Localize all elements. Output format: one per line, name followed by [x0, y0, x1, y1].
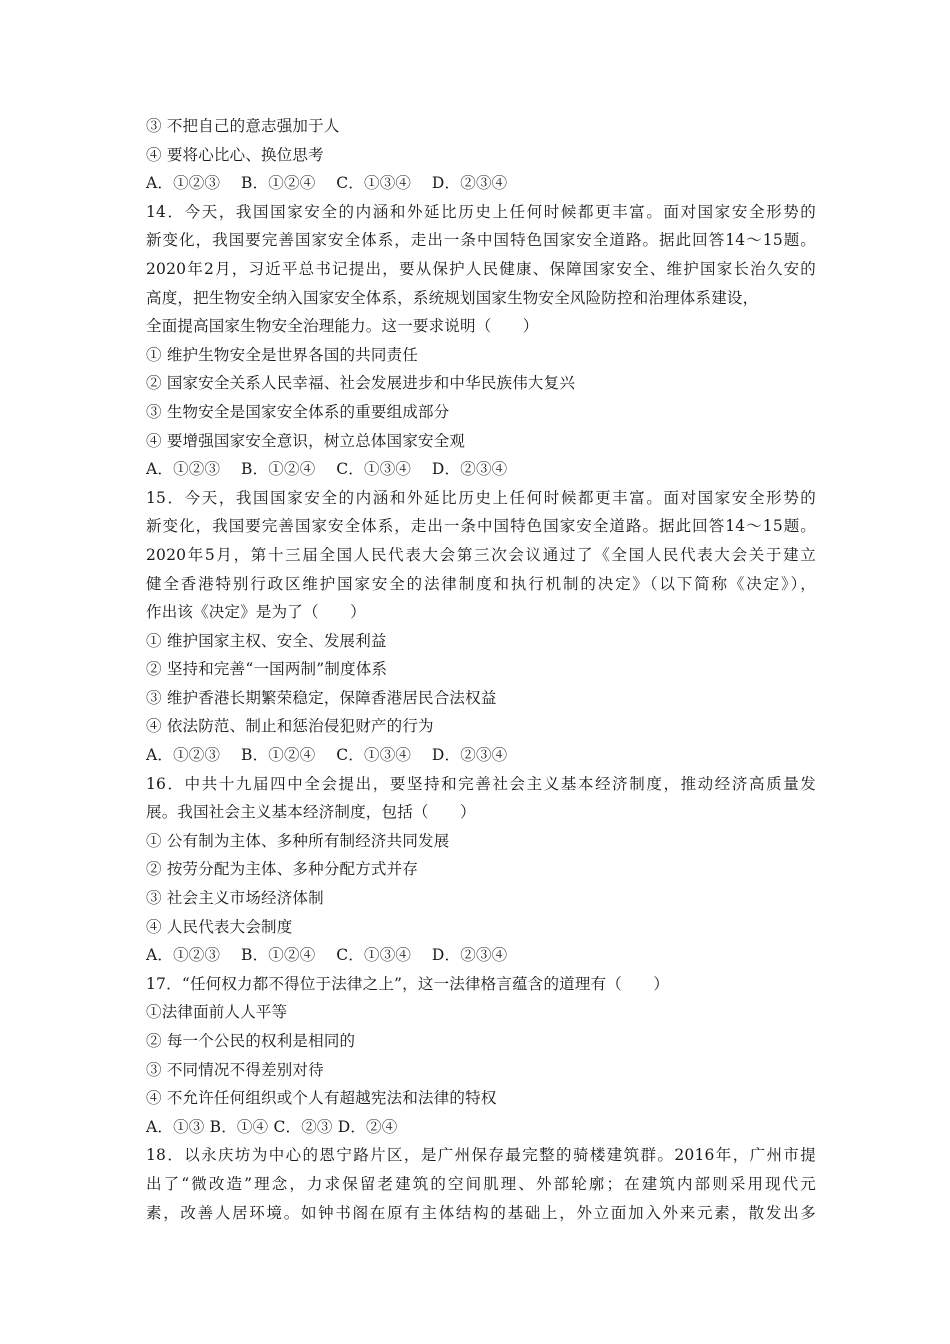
answer-options: A．①②③ B．①②④ C．①③④ D．②③④ [146, 460, 508, 479]
question-14-line: 全面提高国家生物安全治理能力。这一要求说明（ ） [146, 317, 539, 336]
document-page [146, 112, 816, 1227]
option-line: ③ 生物安全是国家安全体系的重要组成部分 [146, 402, 450, 421]
option-line: ③ 维护香港长期繁荣稳定，保障香港居民合法权益 [146, 688, 497, 707]
option-line: ③ 不同情况不得差别对待 [146, 1060, 324, 1079]
option-line: ③ 社会主义市场经济体制 [146, 889, 324, 908]
question-15-line: 健全香港特别行政区维护国家安全的法律制度和执行机制的决定》（以下简称《决定》）， [146, 574, 816, 593]
question-14-line: 2020年2月，习近平总书记提出，要从保护人民健康、保障国家安全、维护国家长治久安的 [146, 259, 816, 278]
question-18-line: 素，改善人居环境。如钟书阁在原有主体结构的基础上，外立面加入外来元素，散发出多 [146, 1203, 816, 1222]
text-line: ④ 要将心比心、换位思考 [146, 145, 324, 164]
option-line: ④ 人民代表大会制度 [146, 917, 293, 936]
option-line: ①法律面前人人平等 [146, 1003, 288, 1022]
question-15-line: 2020年5月，第十三届全国人民代表大会第三次会议通过了《全国人民代表大会关于建立 [146, 545, 816, 564]
option-line: ② 按劳分配为主体、多种分配方式并存 [146, 860, 419, 879]
option-line: ④ 依法防范、制止和惩治侵犯财产的行为 [146, 717, 434, 736]
option-line: ② 国家安全关系人民幸福、社会发展进步和中华民族伟大复兴 [146, 374, 576, 393]
question-17-line: 17．“任何权力都不得位于法律之上”，这一法律格言蕴含的道理有（ ） [146, 974, 670, 993]
question-14-line: 新变化，我国要完善国家安全体系，走出一条中国特色国家安全道路。据此回答14～15题。 [146, 231, 816, 250]
option-line: ① 维护生物安全是世界各国的共同责任 [146, 345, 419, 364]
question-15-line: 15．今天，我国国家安全的内涵和外延比历史上任何时候都更丰富。面对国家安全形势的 [146, 488, 816, 507]
option-line: ④ 不允许任何组织或个人有超越宪法和法律的特权 [146, 1089, 497, 1108]
text-line: ③ 不把自己的意志强加于人 [146, 117, 340, 135]
answer-options: A．①②③ B．①②④ C．①③④ D．②③④ [146, 946, 508, 965]
question-16-line: 16．中共十九届四中全会提出，要坚持和完善社会主义基本经济制度，推动经济高质量发 [146, 774, 816, 793]
question-15-line: 作出该《决定》是为了（ ） [146, 603, 366, 622]
option-line: ② 坚持和完善“一国两制”制度体系 [146, 660, 388, 679]
answer-options: A．①②③ B．①②④ C．①③④ D．②③④ [146, 174, 508, 193]
question-18-line: 18．以永庆坊为中心的恩宁路片区，是广州保存最完整的骑楼建筑群。2016年，广州市提 [146, 1146, 816, 1165]
question-15-line: 新变化，我国要完善国家安全体系，走出一条中国特色国家安全道路。据此回答14～15题。 [146, 517, 816, 536]
question-18-line: 出了“微改造”理念，力求保留老建筑的空间肌理、外部轮廓；在建筑内部则采用现代元 [146, 1174, 816, 1193]
option-line: ① 维护国家主权、安全、发展利益 [146, 631, 387, 650]
option-line: ④ 要增强国家安全意识，树立总体国家安全观 [146, 431, 466, 450]
question-14-line: 14．今天，我国国家安全的内涵和外延比历史上任何时候都更丰富。面对国家安全形势的 [146, 202, 816, 221]
option-line: ② 每一个公民的权利是相同的 [146, 1032, 356, 1050]
option-line: ① 公有制为主体、多种所有制经济共同发展 [146, 831, 450, 850]
answer-options: A．①②③ B．①②④ C．①③④ D．②③④ [146, 746, 508, 765]
question-14-line: 高度，把生物安全纳入国家安全体系，系统规划国家生物安全风险防控和治理体系建设， [146, 288, 759, 307]
answer-options: A．①③ B．①④ C．②③ D．②④ [146, 1117, 398, 1136]
question-16-line: 展。我国社会主义基本经济制度，包括（ ） [146, 803, 476, 822]
